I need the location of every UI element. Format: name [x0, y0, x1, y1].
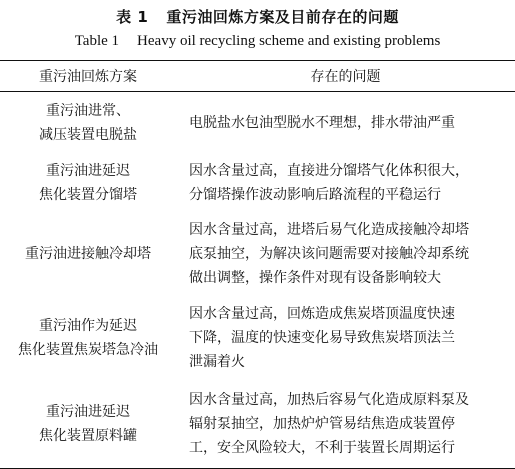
problem-line: 因水含量过高，回炼造成焦炭塔顶温度快速	[189, 306, 455, 322]
problem-line: 电脱盐水包油型脱水不理想，排水带油严重	[189, 115, 455, 131]
scheme-cell	[0, 154, 176, 212]
table-row	[0, 92, 515, 155]
table-caption-en	[0, 33, 515, 50]
problem-cell	[176, 296, 515, 380]
scheme-line: 焦化装置原料罐	[39, 428, 137, 444]
problem-cell	[176, 380, 515, 469]
scheme-line: 重污油进延迟	[46, 404, 130, 420]
table-row	[0, 212, 515, 296]
scheme-cell	[0, 296, 176, 380]
header-problem: 存在的问题	[310, 69, 381, 85]
table-row	[0, 296, 515, 380]
problem-line: 下降，温度的快速变化易导致焦炭塔顶法兰	[189, 330, 455, 346]
scheme-line: 重污油进延迟	[46, 163, 130, 179]
scheme-line: 重污油作为延迟	[39, 318, 137, 334]
problem-line: 底泵抽空，为解决该问题需要对接触冷却系统	[189, 246, 469, 262]
problem-line: 因水含量过高，进塔后易气化造成接触冷却塔	[189, 222, 469, 238]
scheme-line: 减压装置电脱盐	[39, 127, 137, 143]
recycling-scheme-table	[0, 60, 515, 469]
scheme-line: 焦化装置焦炭塔急冷油	[18, 342, 158, 358]
table-header-row	[0, 61, 515, 92]
problem-cell	[176, 212, 515, 296]
table-row	[0, 380, 515, 469]
header-scheme: 重污油回炼方案	[39, 69, 137, 85]
table-number-cn: 表 1	[116, 8, 149, 26]
scheme-cell	[0, 92, 176, 155]
table-row	[0, 154, 515, 212]
problem-line: 因水含量过高，直接进分馏塔气化体积很大，	[189, 163, 469, 179]
problem-line: 辐射泵抽空，加热炉炉管易结焦造成装置停	[189, 416, 455, 432]
scheme-line: 焦化装置分馏塔	[39, 187, 137, 203]
problem-line: 因水含量过高，加热后容易气化造成原料泵及	[189, 392, 469, 408]
problem-cell	[176, 154, 515, 212]
problem-line: 分馏塔操作波动影响后路流程的平稳运行	[189, 187, 441, 203]
scheme-cell	[0, 212, 176, 296]
table-number-en: Table 1	[74, 33, 120, 49]
problem-cell	[176, 92, 515, 155]
problem-line: 工，安全风险较大，不利于装置长周期运行	[189, 440, 455, 456]
scheme-line: 重污油进接触冷却塔	[25, 246, 151, 262]
problem-line: 泄漏着火	[189, 354, 245, 370]
scheme-line: 重污油进常、	[46, 103, 130, 119]
table-title-en: Heavy oil recycling scheme and existing problems	[137, 33, 441, 49]
table-caption-cn	[0, 6, 515, 27]
scheme-cell	[0, 380, 176, 469]
table-title-cn: 重污油回炼方案及目前存在的问题	[166, 8, 399, 26]
problem-line: 做出调整，操作条件对现有设备影响较大	[189, 270, 441, 286]
